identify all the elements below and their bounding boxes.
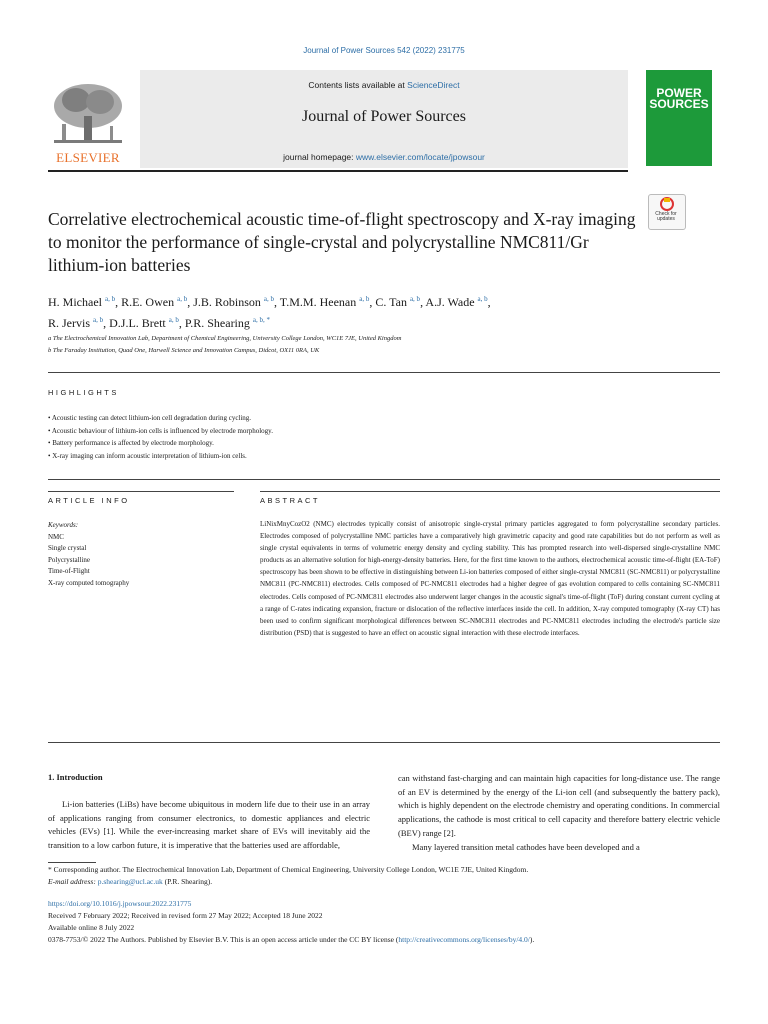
author-affiliation-marker[interactable]: a, b xyxy=(104,295,116,303)
author-affiliation-marker[interactable]: a, b xyxy=(168,316,179,324)
elsevier-wordmark: ELSEVIER xyxy=(56,150,120,165)
author-name: T.M.M. Heenan xyxy=(279,295,357,309)
contents-line xyxy=(140,80,628,90)
author-name: C. Tan xyxy=(375,295,407,309)
author-affiliation-marker[interactable]: a, b xyxy=(93,316,104,324)
author-name: D.J.L. Brett xyxy=(109,316,166,330)
license-end: ). xyxy=(529,935,535,944)
author[interactable] xyxy=(280,295,370,309)
header-divider xyxy=(48,170,628,172)
journal-title: Journal of Power Sources xyxy=(302,108,466,125)
email-line xyxy=(48,876,720,888)
homepage-line xyxy=(140,152,628,162)
author-affiliation-marker[interactable]: a, b xyxy=(359,295,370,303)
journal-cover-image[interactable] xyxy=(646,70,712,166)
received-dates: Received 7 February 2022; Received in revised form 27 May 2022; Accepted 18 June 2022 xyxy=(48,911,323,920)
author-affiliation-marker[interactable]: a, b xyxy=(477,295,488,303)
body-paragraph: can withstand fast-charging and can maintain high capacities for long-distance use. The range of an EV is determined by the energy of the Li-ion cell (and subsequently the battery pack), which is highly dependent on the electrode chemistry and operating conditions. In commercial applications, the cathode is most critical to cell capacity and therefore battery electric vehicle (BEV) range [2]. xyxy=(398,773,720,838)
divider xyxy=(48,479,720,480)
license-text: 0378-7753/© 2022 The Authors. Published by Elsevier B.V. This is an open access article under the CC BY license ( xyxy=(48,935,399,944)
author-name: P.R. Shearing xyxy=(184,316,250,330)
affiliation-a: a The Electrochemical Innovation Lab, Department of Chemical Engineering, University College London, WC1E 7JE, United Kingdom xyxy=(48,335,402,342)
highlights-list xyxy=(48,412,648,462)
author[interactable] xyxy=(193,295,274,309)
cover-title: POWER SOURCES xyxy=(649,86,709,111)
author-name: A.J. Wade xyxy=(425,295,475,309)
highlight-item: • X-ray imaging can inform acoustic interpretation of lithium-ion cells. xyxy=(48,451,247,460)
email-link[interactable]: p.shearing@ucl.ac.uk xyxy=(97,877,163,886)
abstract-heading: ABSTRACT xyxy=(260,496,321,505)
divider xyxy=(48,742,720,743)
divider xyxy=(48,372,720,373)
email-suffix: (P.R. Shearing). xyxy=(164,877,213,886)
keywords-block xyxy=(48,520,228,589)
keywords-label: Keywords: xyxy=(48,521,79,529)
affiliation-b: b The Faraday Institution, Quad One, Harwell Science and Innovation Campus, Didcot, OX11 0RA, UK xyxy=(48,347,320,354)
abstract-rule xyxy=(260,491,720,492)
section-heading-introduction: 1. Introduction xyxy=(48,772,103,782)
doi-link[interactable]: https://doi.org/10.1016/j.jpowsour.2022.231775 xyxy=(48,899,192,908)
highlight-item: • Acoustic behaviour of lithium-ion cells is influenced by electrode morphology. xyxy=(48,426,273,435)
article-title: Correlative electrochemical acoustic time-of-flight spectroscopy and X-ray imaging to monitor the performance of single-crystal and polycrystalline NMC811/Gr lithium-ion batteries xyxy=(48,209,636,275)
homepage-link[interactable]: www.elsevier.com/locate/jpowsour xyxy=(355,152,485,162)
footnotes xyxy=(48,864,720,888)
abstract-text: LiNixMnyCozO2 (NMC) electrodes typically consist of anisotropic single-crystal primary particles aggregated to form polycrystalline secondary particles. Electrodes composed of polycrystalline NMC particles have a comparatively high gravimetric capacity and good rate capabilities but do not perform as well as single crystal equivalents in terms of volumetric energy density and cycling stability. This has prompted research into well-dispersed single-crystalline NMC products as an alternative solution for high-energy-density batteries. Here, for the first time known to the authors, electrochemical acoustic time-of-flight (EA-ToF) spectroscopy has been shown to be effective in distinguishing between Li-ion batteries composed of either single-crystal NMC811 (SC-NMC811) or polycrystalline NMC811 (PC-NMC811) electrodes. Cells composed of PC-NMC811 electrodes had a higher degree of gas evolution compared to cells containing SC-NMC811 electrodes. Cells composed of PC-NMC811 electrodes also underwent larger changes in the acoustic signal's time-of-flight (ToF) during constant current cycling at a range of C-rates indicating expansion, fracture or dislocation of the reflective interfaces inside the cell. In addition, X-ray computed tomography (X-ray CT) has been used to confirm significant morphological differences between SC-NMC811 electrodes and PC-NMC811 electrodes including the electrode's particle size distribution (PSD) that is suggested to have an effect on acoustic signal interaction with these electrode interfaces. xyxy=(260,520,720,637)
keyword-item: NMC xyxy=(48,532,64,541)
contents-prefix: Contents lists available at xyxy=(308,80,405,90)
author[interactable] xyxy=(48,295,115,309)
author[interactable] xyxy=(185,316,270,330)
homepage-label: journal homepage: xyxy=(283,152,354,162)
author-affiliation-marker[interactable]: a, b, * xyxy=(252,316,271,324)
article-info-rule xyxy=(48,491,234,492)
check-updates-label: Check for updates xyxy=(655,211,677,222)
highlights-heading: HIGHLIGHTS xyxy=(48,388,119,397)
author-name: R. Jervis xyxy=(48,316,90,330)
author-list: H. Michael $^{a, b}$, R.E. Owen $^{a, b}$, J.B. Robinson $^{a, b}$, T.M.M. Heenan $^{a, b}$, C. Tan $^{a, b}$, A.J. Wade $^{a, b}$, R. Jervis $^{a, b}$, D.J.L. Brett $^{a, b}$, P.R. Shearing $^{a, b, *}$ xyxy=(48,295,491,330)
author[interactable] xyxy=(375,295,420,309)
author-affiliation-marker[interactable]: a, b xyxy=(409,295,421,303)
journal-reference[interactable]: Journal of Power Sources 542 (2022) 231775 xyxy=(303,46,465,55)
highlight-item: • Acoustic testing can detect lithium-ion cell degradation during cycling. xyxy=(48,414,252,422)
keyword-item: Polycrystalline xyxy=(48,555,90,564)
author-name: H. Michael xyxy=(48,295,102,309)
keyword-item: X-ray computed tomography xyxy=(48,578,130,587)
available-online: Available online 8 July 2022 xyxy=(48,923,135,932)
author[interactable] xyxy=(425,295,487,309)
sciencedirect-link[interactable]: ScienceDirect xyxy=(407,80,460,90)
keyword-item: Single crystal xyxy=(48,544,87,552)
footnote-rule xyxy=(48,862,96,863)
corresponding-author-note: * Corresponding author. The Electrochemical Innovation Lab, Department of Chemical Engineering, University College London, WC1E 7JE, United Kingdom. xyxy=(48,865,529,874)
email-label: E-mail address: xyxy=(48,877,96,886)
author-affiliation-marker[interactable]: a, b xyxy=(177,295,188,303)
author[interactable] xyxy=(48,316,103,330)
highlight-item: • Battery performance is affected by electrode morphology. xyxy=(48,439,214,447)
author-affiliation-marker[interactable]: a, b xyxy=(263,295,274,303)
check-updates-icon xyxy=(649,195,685,211)
author[interactable] xyxy=(109,316,179,330)
author[interactable] xyxy=(121,295,187,309)
article-info-heading: ARTICLE INFO xyxy=(48,496,130,505)
author-name: R.E. Owen xyxy=(121,295,175,309)
body-column-left: Li-ion batteries (LiBs) have become ubiquitous in modern life due to their use in an array of applications ranging from consumer electronics, to domestic appliances and electric vehicles (EVs) [1]. While the ever-increasing market share of EVs will inevitably aid the transition to a low carbon future, it is imperative that the batteries used are affordable, xyxy=(48,799,370,851)
author-name: J.B. Robinson xyxy=(193,295,261,309)
body-column-right xyxy=(398,772,720,854)
license-line xyxy=(48,934,720,946)
publication-info xyxy=(48,898,720,946)
body-paragraph: Many layered transition metal cathodes have been developed and a xyxy=(412,841,640,852)
keyword-item: Time-of-Flight xyxy=(48,567,90,575)
license-link[interactable]: http://creativecommons.org/licenses/by/4.0/ xyxy=(398,935,530,944)
